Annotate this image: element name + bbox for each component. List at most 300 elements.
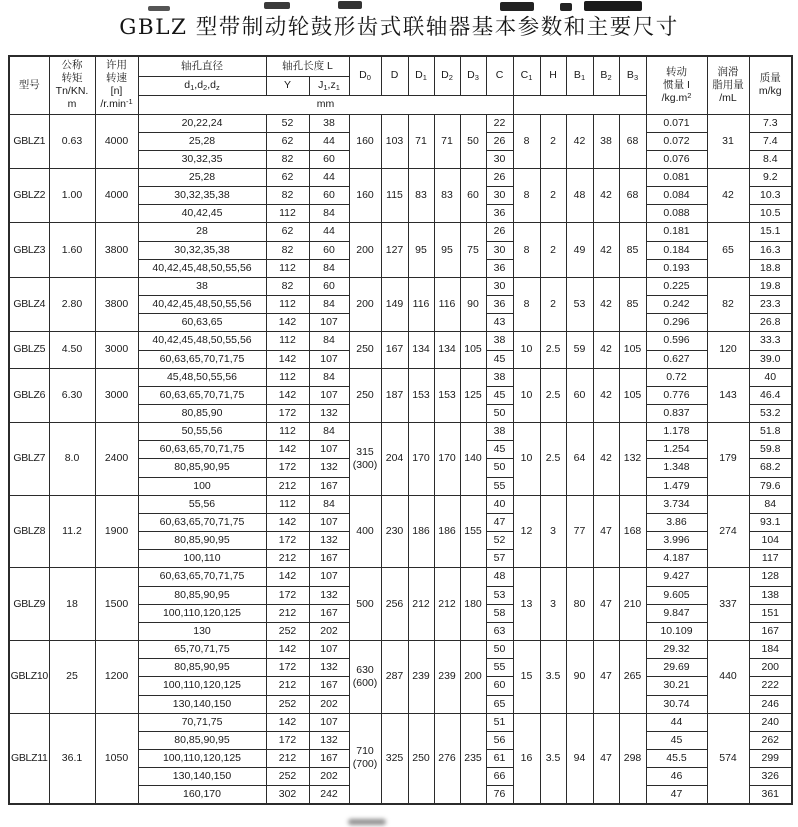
cell-length-y: 172 xyxy=(266,405,309,423)
cell-b2: 42 xyxy=(593,332,619,368)
cell-bore-diameters: 25,28 xyxy=(138,132,266,150)
cell-length-y: 62 xyxy=(266,132,309,150)
cell-length-y: 252 xyxy=(266,695,309,713)
cell-mass: 19.8 xyxy=(749,277,792,295)
cell-mass: 79.6 xyxy=(749,477,792,495)
cell-d0: 315 (300) xyxy=(349,423,381,496)
cell-d1: 186 xyxy=(408,495,434,568)
cell-length-y: 172 xyxy=(266,731,309,749)
cell-torque: 25 xyxy=(49,641,95,714)
cell-mass: 138 xyxy=(749,586,792,604)
table-row xyxy=(9,223,792,241)
cell-h: 2 xyxy=(540,168,566,222)
cell-length-j1z1: 107 xyxy=(309,513,349,531)
cell-inertia: 45 xyxy=(646,731,707,749)
cell-mass: 39.0 xyxy=(749,350,792,368)
cell-bore-diameters: 30,32,35 xyxy=(138,150,266,168)
cell-d1: 153 xyxy=(408,368,434,422)
cell-length-j1z1: 38 xyxy=(309,114,349,132)
cell-c: 63 xyxy=(486,622,513,640)
cell-b1: 53 xyxy=(566,277,593,331)
cell-c1: 15 xyxy=(513,641,540,714)
cell-bore-diameters: 30,32,35,38 xyxy=(138,187,266,205)
cell-b1: 60 xyxy=(566,368,593,422)
cell-length-j1z1: 44 xyxy=(309,223,349,241)
cell-d1: 170 xyxy=(408,423,434,496)
cell-d0: 160 xyxy=(349,114,381,168)
cell-d0: 250 xyxy=(349,332,381,368)
header-h: H xyxy=(540,56,566,95)
cell-length-y: 212 xyxy=(266,477,309,495)
cell-torque: 6.30 xyxy=(49,368,95,422)
cell-length-j1z1: 60 xyxy=(309,150,349,168)
cell-b2: 42 xyxy=(593,168,619,222)
cell-d2: 170 xyxy=(434,423,460,496)
cell-bore-diameters: 30,32,35,38 xyxy=(138,241,266,259)
cell-speed: 3800 xyxy=(95,223,138,277)
cell-inertia: 30.74 xyxy=(646,695,707,713)
parameters-table xyxy=(8,55,793,805)
cell-bore-diameters: 60,63,65,70,71,75 xyxy=(138,386,266,404)
cell-b3: 265 xyxy=(619,641,646,714)
cell-c1: 8 xyxy=(513,223,540,277)
cell-grease: 143 xyxy=(707,368,749,422)
cell-h: 2.5 xyxy=(540,423,566,496)
cell-mass: 93.1 xyxy=(749,513,792,531)
cell-bore-diameters: 60,63,65,70,71,75 xyxy=(138,441,266,459)
cell-bore-diameters: 40,42,45,48,50,55,56 xyxy=(138,332,266,350)
header-d1: $D_1$ xyxy=(408,56,434,95)
cell-mass: 9.2 xyxy=(749,168,792,186)
cell-length-y: 252 xyxy=(266,768,309,786)
cell-b2: 47 xyxy=(593,495,619,568)
cell-grease: 31 xyxy=(707,114,749,168)
cell-d3: 50 xyxy=(460,114,486,168)
cell-speed: 1050 xyxy=(95,713,138,804)
cell-h: 3.5 xyxy=(540,713,566,804)
cell-speed: 3000 xyxy=(95,368,138,422)
cell-c: 50 xyxy=(486,459,513,477)
table-row xyxy=(9,568,792,586)
cell-d: 187 xyxy=(381,368,408,422)
cell-inertia: 44 xyxy=(646,713,707,731)
cell-model: GBLZ10 xyxy=(9,641,49,714)
cell-torque: 1.60 xyxy=(49,223,95,277)
cell-length-j1z1: 167 xyxy=(309,604,349,622)
table-row xyxy=(9,168,792,186)
cell-c: 58 xyxy=(486,604,513,622)
cell-length-y: 112 xyxy=(266,368,309,386)
cell-d: 287 xyxy=(381,641,408,714)
cell-b1: 77 xyxy=(566,495,593,568)
cell-c: 45 xyxy=(486,441,513,459)
cell-d3: 155 xyxy=(460,495,486,568)
cell-d: 115 xyxy=(381,168,408,222)
header-b2: $B_2$ xyxy=(593,56,619,95)
cell-bore-diameters: 100 xyxy=(138,477,266,495)
cell-length-j1z1: 84 xyxy=(309,205,349,223)
cell-d1: 212 xyxy=(408,568,434,641)
cell-torque: 0.63 xyxy=(49,114,95,168)
cell-speed: 3800 xyxy=(95,277,138,331)
cell-inertia: 0.184 xyxy=(646,241,707,259)
cell-length-j1z1: 202 xyxy=(309,622,349,640)
cell-d0: 200 xyxy=(349,223,381,277)
cell-torque: 11.2 xyxy=(49,495,95,568)
cell-grease: 574 xyxy=(707,713,749,804)
table-body xyxy=(9,114,792,804)
cell-model: GBLZ1 xyxy=(9,114,49,168)
cell-inertia: 30.21 xyxy=(646,677,707,695)
cell-torque: 2.80 xyxy=(49,277,95,331)
cell-length-y: 172 xyxy=(266,459,309,477)
cell-inertia: 4.187 xyxy=(646,550,707,568)
cell-c1: 13 xyxy=(513,568,540,641)
cell-mass: 8.4 xyxy=(749,150,792,168)
cell-bore-diameters: 45,48,50,55,56 xyxy=(138,368,266,386)
cell-grease: 274 xyxy=(707,495,749,568)
cell-length-y: 52 xyxy=(266,114,309,132)
cell-length-j1z1: 107 xyxy=(309,441,349,459)
cell-c: 30 xyxy=(486,187,513,205)
cell-c: 38 xyxy=(486,423,513,441)
cell-grease: 120 xyxy=(707,332,749,368)
cell-inertia: 10.109 xyxy=(646,622,707,640)
cell-model: GBLZ4 xyxy=(9,277,49,331)
cell-length-j1z1: 167 xyxy=(309,477,349,495)
header-bore-length-group: 轴孔长度 L xyxy=(266,56,349,76)
cell-mass: 184 xyxy=(749,641,792,659)
cell-length-j1z1: 167 xyxy=(309,749,349,767)
cell-length-y: 302 xyxy=(266,786,309,804)
cell-inertia: 3.734 xyxy=(646,495,707,513)
cell-b1: 64 xyxy=(566,423,593,496)
cell-inertia: 0.776 xyxy=(646,386,707,404)
header-d0: $D_0$ xyxy=(349,56,381,95)
cell-mass: 151 xyxy=(749,604,792,622)
cell-d2: 116 xyxy=(434,277,460,331)
cell-mass: 68.2 xyxy=(749,459,792,477)
cell-length-y: 112 xyxy=(266,423,309,441)
cell-length-j1z1: 84 xyxy=(309,368,349,386)
cell-model: GBLZ8 xyxy=(9,495,49,568)
cell-inertia: 0.627 xyxy=(646,350,707,368)
cell-length-y: 252 xyxy=(266,622,309,640)
cell-h: 2 xyxy=(540,223,566,277)
cell-length-j1z1: 44 xyxy=(309,168,349,186)
cell-c1: 16 xyxy=(513,713,540,804)
cell-mass: 262 xyxy=(749,731,792,749)
cell-b1: 94 xyxy=(566,713,593,804)
cell-d1: 250 xyxy=(408,713,434,804)
cell-c: 38 xyxy=(486,332,513,350)
cell-mass: 240 xyxy=(749,713,792,731)
cell-bore-diameters: 40,42,45,48,50,55,56 xyxy=(138,259,266,277)
cell-d1: 116 xyxy=(408,277,434,331)
cell-bore-diameters: 50,55,56 xyxy=(138,423,266,441)
table-row xyxy=(9,277,792,295)
cell-length-y: 112 xyxy=(266,205,309,223)
page-title: GBLZ 型带制动轮鼓形齿式联轴器基本参数和主要尺寸 xyxy=(119,15,679,40)
cell-mass: 7.3 xyxy=(749,114,792,132)
cell-inertia: 0.72 xyxy=(646,368,707,386)
cell-d3: 75 xyxy=(460,223,486,277)
cell-model: GBLZ9 xyxy=(9,568,49,641)
cell-length-j1z1: 132 xyxy=(309,659,349,677)
cell-mass: 7.4 xyxy=(749,132,792,150)
cell-length-j1z1: 132 xyxy=(309,586,349,604)
cell-length-y: 142 xyxy=(266,350,309,368)
cell-b2: 47 xyxy=(593,713,619,804)
cell-d: 325 xyxy=(381,713,408,804)
cell-grease: 337 xyxy=(707,568,749,641)
cell-length-y: 112 xyxy=(266,332,309,350)
cell-c: 40 xyxy=(486,495,513,513)
cell-length-j1z1: 107 xyxy=(309,350,349,368)
cell-mass: 326 xyxy=(749,768,792,786)
cell-inertia: 9.847 xyxy=(646,604,707,622)
cell-h: 3 xyxy=(540,495,566,568)
cell-b3: 85 xyxy=(619,277,646,331)
cell-c: 26 xyxy=(486,168,513,186)
cell-b3: 68 xyxy=(619,114,646,168)
cell-inertia: 1.254 xyxy=(646,441,707,459)
cell-d2: 83 xyxy=(434,168,460,222)
header-grease: 润滑 脂用量 /mL xyxy=(707,56,749,114)
cell-bore-diameters: 130 xyxy=(138,622,266,640)
cell-b3: 68 xyxy=(619,168,646,222)
clipped-text-artifact-bottom xyxy=(348,819,386,825)
cell-length-j1z1: 132 xyxy=(309,731,349,749)
cell-mass: 104 xyxy=(749,532,792,550)
header-c1: $C_1$ xyxy=(513,56,540,95)
table-row xyxy=(9,495,792,513)
cell-length-j1z1: 84 xyxy=(309,332,349,350)
cell-length-j1z1: 84 xyxy=(309,495,349,513)
cell-bore-diameters: 100,110 xyxy=(138,550,266,568)
cell-mass: 361 xyxy=(749,786,792,804)
cell-grease: 82 xyxy=(707,277,749,331)
cell-d1: 95 xyxy=(408,223,434,277)
cell-bore-diameters: 55,56 xyxy=(138,495,266,513)
cell-b1: 49 xyxy=(566,223,593,277)
cell-length-y: 142 xyxy=(266,441,309,459)
cell-length-y: 62 xyxy=(266,168,309,186)
cell-c: 47 xyxy=(486,513,513,531)
header-unit-empty xyxy=(513,95,646,114)
cell-b1: 48 xyxy=(566,168,593,222)
cell-bore-diameters: 25,28 xyxy=(138,168,266,186)
cell-inertia: 0.596 xyxy=(646,332,707,350)
cell-inertia: 0.193 xyxy=(646,259,707,277)
header-b1: $B_1$ xyxy=(566,56,593,95)
cell-b2: 42 xyxy=(593,277,619,331)
cell-b3: 210 xyxy=(619,568,646,641)
cell-c: 38 xyxy=(486,368,513,386)
cell-length-y: 212 xyxy=(266,604,309,622)
cell-c: 26 xyxy=(486,223,513,241)
cell-length-j1z1: 242 xyxy=(309,786,349,804)
header-unit-mm: mm xyxy=(138,95,513,114)
cell-c: 53 xyxy=(486,586,513,604)
cell-length-j1z1: 132 xyxy=(309,405,349,423)
cell-c: 56 xyxy=(486,731,513,749)
cell-d0: 400 xyxy=(349,495,381,568)
cell-bore-diameters: 100,110,120,125 xyxy=(138,604,266,622)
table-row xyxy=(9,641,792,659)
cell-bore-diameters: 20,22,24 xyxy=(138,114,266,132)
cell-c: 52 xyxy=(486,532,513,550)
cell-c: 36 xyxy=(486,205,513,223)
cell-inertia: 46 xyxy=(646,768,707,786)
cell-b2: 38 xyxy=(593,114,619,168)
cell-mass: 15.1 xyxy=(749,223,792,241)
cell-mass: 200 xyxy=(749,659,792,677)
cell-d2: 71 xyxy=(434,114,460,168)
cell-length-y: 172 xyxy=(266,532,309,550)
cell-c: 30 xyxy=(486,150,513,168)
table-row xyxy=(9,114,792,132)
cell-length-j1z1: 107 xyxy=(309,568,349,586)
cell-c: 30 xyxy=(486,241,513,259)
cell-length-j1z1: 167 xyxy=(309,550,349,568)
cell-inertia: 9.427 xyxy=(646,568,707,586)
header-c: C xyxy=(486,56,513,95)
cell-inertia: 0.071 xyxy=(646,114,707,132)
cell-length-j1z1: 107 xyxy=(309,641,349,659)
cell-length-y: 212 xyxy=(266,749,309,767)
cell-mass: 299 xyxy=(749,749,792,767)
cell-inertia: 0.084 xyxy=(646,187,707,205)
cell-c1: 10 xyxy=(513,368,540,422)
cell-length-j1z1: 84 xyxy=(309,259,349,277)
cell-c: 66 xyxy=(486,768,513,786)
cell-mass: 40 xyxy=(749,368,792,386)
cell-d3: 105 xyxy=(460,332,486,368)
cell-bore-diameters: 28 xyxy=(138,223,266,241)
table-row xyxy=(9,423,792,441)
cell-c: 36 xyxy=(486,259,513,277)
cell-inertia: 0.076 xyxy=(646,150,707,168)
cell-d3: 180 xyxy=(460,568,486,641)
cell-length-y: 112 xyxy=(266,259,309,277)
cell-d3: 140 xyxy=(460,423,486,496)
cell-length-y: 212 xyxy=(266,677,309,695)
cell-b3: 132 xyxy=(619,423,646,496)
cell-length-y: 82 xyxy=(266,277,309,295)
cell-length-y: 82 xyxy=(266,150,309,168)
cell-inertia: 3.996 xyxy=(646,532,707,550)
cell-d: 149 xyxy=(381,277,408,331)
cell-inertia: 0.225 xyxy=(646,277,707,295)
cell-b1: 59 xyxy=(566,332,593,368)
cell-length-y: 112 xyxy=(266,296,309,314)
cell-d: 204 xyxy=(381,423,408,496)
cell-length-j1z1: 107 xyxy=(309,386,349,404)
cell-h: 2 xyxy=(540,277,566,331)
cell-bore-diameters: 60,63,65,70,71,75 xyxy=(138,513,266,531)
cell-c: 57 xyxy=(486,550,513,568)
cell-d3: 60 xyxy=(460,168,486,222)
cell-b2: 47 xyxy=(593,641,619,714)
cell-bore-diameters: 70,71,75 xyxy=(138,713,266,731)
cell-inertia: 0.181 xyxy=(646,223,707,241)
cell-bore-diameters: 80,85,90,95 xyxy=(138,731,266,749)
cell-b1: 42 xyxy=(566,114,593,168)
table-row xyxy=(9,332,792,350)
cell-speed: 3000 xyxy=(95,332,138,368)
cell-length-j1z1: 202 xyxy=(309,768,349,786)
cell-inertia: 1.348 xyxy=(646,459,707,477)
cell-bore-diameters: 65,70,71,75 xyxy=(138,641,266,659)
cell-mass: 167 xyxy=(749,622,792,640)
cell-length-j1z1: 84 xyxy=(309,423,349,441)
cell-c: 51 xyxy=(486,713,513,731)
cell-mass: 33.3 xyxy=(749,332,792,350)
cell-speed: 1900 xyxy=(95,495,138,568)
cell-inertia: 29.69 xyxy=(646,659,707,677)
cell-h: 2.5 xyxy=(540,332,566,368)
cell-torque: 36.1 xyxy=(49,713,95,804)
cell-mass: 117 xyxy=(749,550,792,568)
cell-d0: 710 (700) xyxy=(349,713,381,804)
cell-bore-diameters: 40,42,45,48,50,55,56 xyxy=(138,296,266,314)
cell-d0: 200 xyxy=(349,277,381,331)
cell-mass: 53.2 xyxy=(749,405,792,423)
cell-c1: 8 xyxy=(513,114,540,168)
cell-h: 3.5 xyxy=(540,641,566,714)
cell-bore-diameters: 60,63,65,70,71,75 xyxy=(138,568,266,586)
cell-b3: 105 xyxy=(619,368,646,422)
cell-d3: 125 xyxy=(460,368,486,422)
cell-c: 30 xyxy=(486,277,513,295)
cell-length-j1z1: 132 xyxy=(309,459,349,477)
cell-length-j1z1: 107 xyxy=(309,713,349,731)
cell-c: 60 xyxy=(486,677,513,695)
cell-length-y: 142 xyxy=(266,513,309,531)
cell-b2: 42 xyxy=(593,223,619,277)
cell-d3: 200 xyxy=(460,641,486,714)
cell-c: 55 xyxy=(486,659,513,677)
cell-mass: 16.3 xyxy=(749,241,792,259)
cell-c: 65 xyxy=(486,695,513,713)
cell-b1: 80 xyxy=(566,568,593,641)
cell-length-j1z1: 44 xyxy=(309,132,349,150)
cell-d0: 250 xyxy=(349,368,381,422)
cell-model: GBLZ6 xyxy=(9,368,49,422)
cell-d: 127 xyxy=(381,223,408,277)
cell-length-j1z1: 60 xyxy=(309,187,349,205)
header-d1d2dz: $d_1,d_2,d_z$ xyxy=(138,76,266,95)
cell-inertia: 45.5 xyxy=(646,749,707,767)
cell-d1: 239 xyxy=(408,641,434,714)
cell-length-y: 142 xyxy=(266,713,309,731)
cell-c: 50 xyxy=(486,405,513,423)
cell-model: GBLZ11 xyxy=(9,713,49,804)
cell-b3: 168 xyxy=(619,495,646,568)
cell-length-y: 212 xyxy=(266,550,309,568)
cell-bore-diameters: 80,85,90,95 xyxy=(138,659,266,677)
cell-d2: 134 xyxy=(434,332,460,368)
table-row xyxy=(9,713,792,731)
cell-inertia: 47 xyxy=(646,786,707,804)
cell-length-j1z1: 167 xyxy=(309,677,349,695)
cell-d2: 276 xyxy=(434,713,460,804)
cell-bore-diameters: 100,110,120,125 xyxy=(138,749,266,767)
cell-speed: 4000 xyxy=(95,168,138,222)
header-inertia: 转动 惯量 I $/kg.m^2$ xyxy=(646,56,707,114)
cell-speed: 1500 xyxy=(95,568,138,641)
